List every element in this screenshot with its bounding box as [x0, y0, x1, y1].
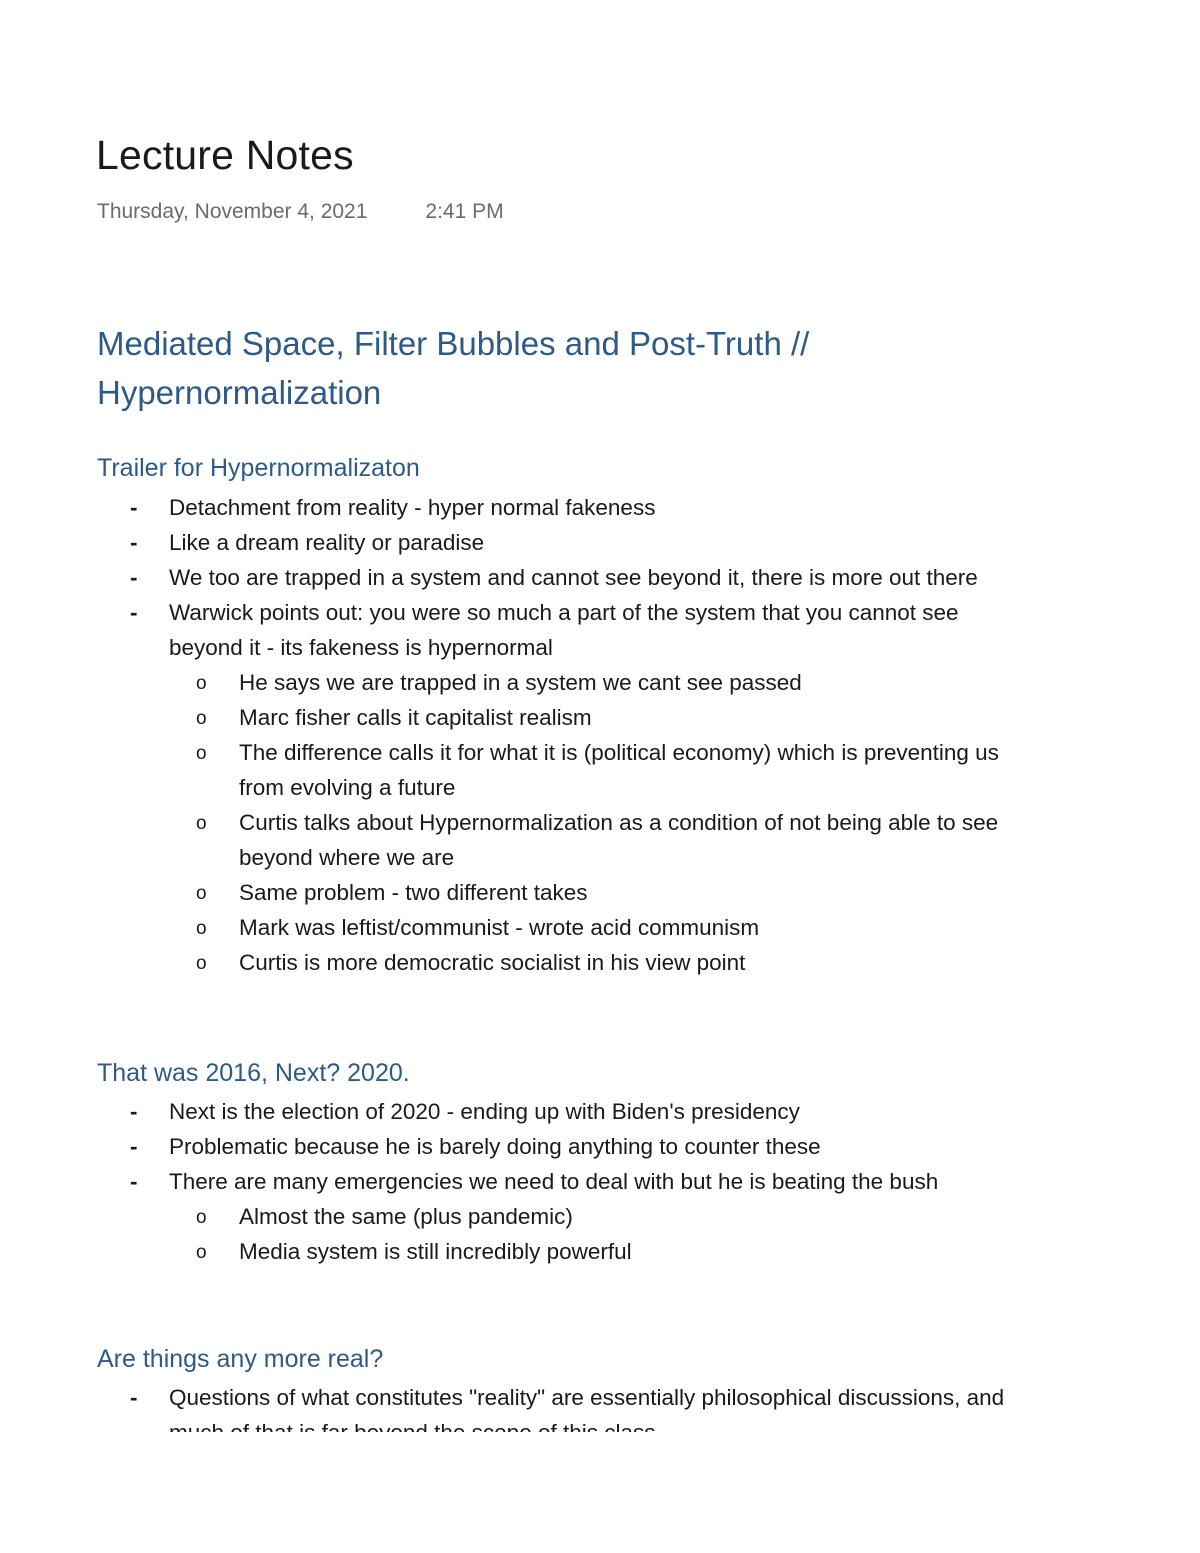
circle-bullet: o: [196, 1242, 207, 1263]
sub-list-item: o Mark was leftist/communist - wrote acid communism: [0, 910, 1029, 945]
circle-bullet: o: [196, 708, 207, 729]
section-heading-trailer: Trailer for Hypernormalizaton: [97, 454, 420, 482]
circle-bullet: o: [196, 953, 207, 974]
dash-bullet: -: [130, 530, 138, 555]
page-time: 2:41 PM: [425, 200, 504, 223]
section-list-trailer: [0, 490, 1029, 980]
main-heading: [97, 319, 997, 417]
main-heading-line-2: Hypernormalization: [97, 374, 382, 411]
sub-list-item: o He says we are trapped in a system we cant see passed: [0, 665, 1029, 700]
sub-list-item: o Curtis talks about Hypernormalization as a condition of not being able to see beyond where we are: [0, 805, 1029, 875]
dash-bullet: -: [130, 1099, 138, 1124]
list-item: - Next is the election of 2020 - ending up with Biden's presidency: [0, 1094, 1029, 1129]
dash-bullet: -: [130, 600, 138, 625]
list-item: - There are many emergencies we need to deal with but he is beating the bush: [0, 1164, 1029, 1199]
main-heading-line-1: Mediated Space, Filter Bubbles and Post-Truth //: [97, 325, 810, 362]
section-heading-reality: Are things any more real?: [97, 1345, 384, 1373]
dash-bullet: -: [130, 1169, 138, 1194]
circle-bullet: o: [196, 743, 207, 764]
circle-bullet: o: [196, 1207, 207, 1228]
circle-bullet: o: [196, 918, 207, 939]
page-title: Lecture Notes: [96, 132, 354, 178]
sub-list-item: o Same problem - two different takes: [0, 875, 1029, 910]
list-item: - Warwick points out: you were so much a part of the system that you cannot see beyond it - its fakeness is hypernormal: [0, 595, 1029, 665]
section-heading-2020: That was 2016, Next? 2020.: [97, 1059, 410, 1087]
dash-bullet: -: [130, 1385, 138, 1410]
list-item: - Detachment from reality - hyper normal fakeness: [0, 490, 1029, 525]
sub-list-item: o Media system is still incredibly powerful: [0, 1234, 1029, 1269]
page-date: Thursday, November 4, 2021: [97, 200, 368, 223]
dash-bullet: -: [130, 1134, 138, 1159]
sub-list-item: o Curtis is more democratic socialist in his view point: [0, 945, 1029, 980]
list-item: - Like a dream reality or paradise: [0, 525, 1029, 560]
circle-bullet: o: [196, 813, 207, 834]
sub-list-item: o The difference calls it for what it is (political economy) which is preventing us from evolving a future: [0, 735, 1029, 805]
list-item: - We too are trapped in a system and cannot see beyond it, there is more out there: [0, 560, 1029, 595]
dash-bullet: -: [130, 565, 138, 590]
circle-bullet: o: [196, 883, 207, 904]
circle-bullet: o: [196, 673, 207, 694]
sub-list-item: o Marc fisher calls it capitalist realism: [0, 700, 1029, 735]
list-item: - Questions of what constitutes "reality" are essentially philosophical discussions, and: [0, 1380, 1029, 1450]
page-dateline: [97, 200, 504, 224]
page-cutoff: [0, 1432, 1200, 1553]
dash-bullet: -: [130, 495, 138, 520]
sub-list-item: o Almost the same (plus pandemic): [0, 1199, 1029, 1234]
section-list-2020: [0, 1094, 1029, 1269]
list-item: - Problematic because he is barely doing anything to counter these: [0, 1129, 1029, 1164]
